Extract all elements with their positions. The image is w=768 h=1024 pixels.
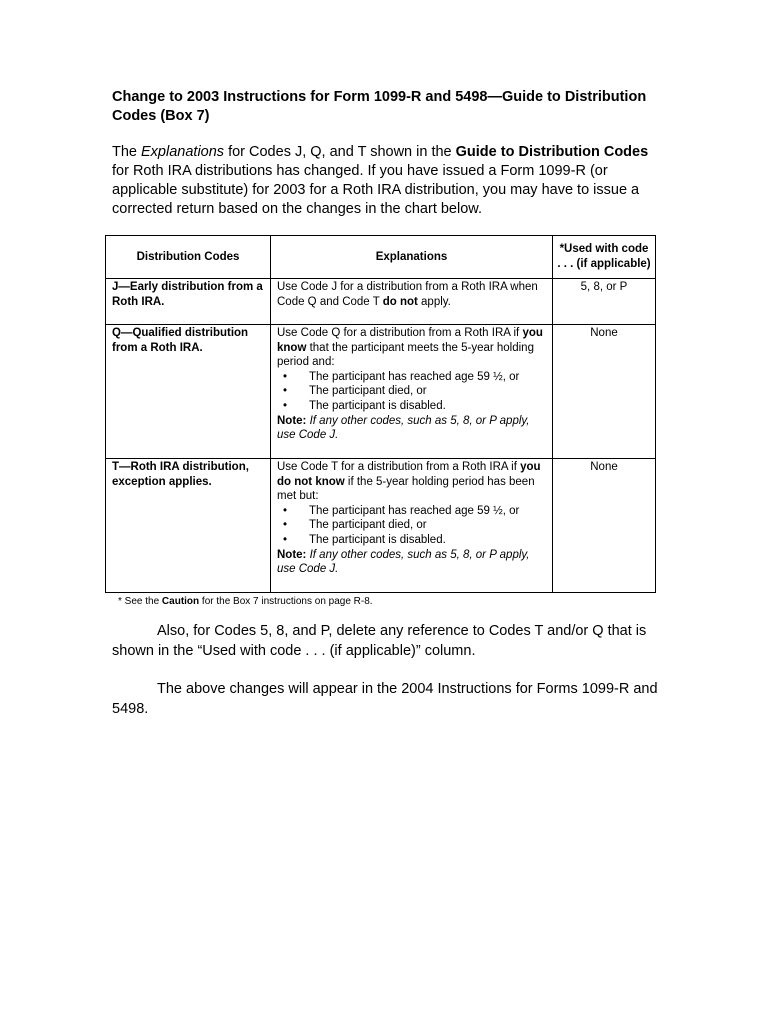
explanation-cell <box>271 459 553 593</box>
used-with-cell: 5, 8, or P <box>553 279 656 325</box>
explanation-cell <box>271 279 553 325</box>
header-explanations: Explanations <box>271 236 553 279</box>
note-text: If any other codes, such as 5, 8, or P apply, use Code J. <box>277 414 530 442</box>
explanation-bold: you know <box>277 327 543 354</box>
table-row <box>106 459 656 593</box>
used-with-cell: None <box>553 459 656 593</box>
intro-emphasis: Explanations <box>141 144 225 160</box>
table-footnote <box>118 595 662 608</box>
distribution-codes-table <box>105 235 656 593</box>
condition-list <box>277 504 546 548</box>
intro-bold: Guide to Distribution Codes <box>455 144 649 160</box>
list-item: • The participant has reached age 59 ½, or <box>277 370 546 385</box>
explanation-text: Use Code T for a distribution from a Roth IRA if <box>277 461 521 473</box>
body-paragraph: Also, for Codes 5, 8, and P, delete any reference to Codes T and/or Q that is shown in the “Used with code . . . (if applicable)” column. <box>112 623 647 659</box>
footnote-text: * See the <box>118 596 162 607</box>
explanation-text: if the 5-year holding period has been met but: <box>277 475 535 503</box>
code-cell: J—Early distribution from a Roth IRA. <box>106 279 271 325</box>
used-with-cell: None <box>553 325 656 459</box>
note-label: Note: <box>277 548 307 561</box>
note-label: Note: <box>277 414 307 427</box>
page-title: Change to 2003 Instructions for Form 1099-R and 5498—Guide to Distribution Codes (Box 7) <box>112 89 647 124</box>
list-item: • The participant died, or <box>277 518 546 533</box>
explanation-text: Use Code Q for a distribution from a Roth IRA if <box>277 327 523 339</box>
note-text: If any other codes, such as 5, 8, or P apply, use Code J. <box>277 548 530 576</box>
header-codes: Distribution Codes <box>106 236 271 279</box>
explanation-text: Use Code J for a distribution from a Roth IRA when Code Q and Code T <box>277 281 538 308</box>
list-item: • The participant died, or <box>277 384 546 399</box>
footnote-bold: Caution <box>161 596 200 607</box>
intro-paragraph <box>112 143 662 219</box>
list-item: • The participant is disabled. <box>277 399 546 414</box>
table-row <box>106 325 656 459</box>
intro-text: The <box>112 144 142 160</box>
explanation-text: apply. <box>417 295 451 308</box>
code-cell: Q—Qualified distribution from a Roth IRA. <box>106 325 271 459</box>
header-used-with: *Used with code . . . (if applicable) <box>553 236 656 279</box>
document-page <box>112 88 662 719</box>
list-item: • The participant is disabled. <box>277 533 546 548</box>
table-header-row <box>106 236 656 279</box>
explanation-cell <box>271 325 553 459</box>
explanation-bold: do not <box>382 295 418 308</box>
explanation-text: that the participant meets the 5-year holding period and: <box>277 341 534 369</box>
body-paragraph: The above changes will appear in the 2004 Instructions for Forms 1099-R and 5498. <box>112 681 658 717</box>
explanation-bold: you do not know <box>277 461 541 488</box>
footnote-text: for the Box 7 instructions on page R-8. <box>199 596 373 607</box>
list-item: • The participant has reached age 59 ½, or <box>277 504 546 519</box>
table-row <box>106 279 656 325</box>
code-cell: T—Roth IRA distribution, exception applies. <box>106 459 271 593</box>
condition-list <box>277 370 546 414</box>
intro-text: for Codes J, Q, and T shown in the <box>224 144 456 160</box>
intro-text: for Roth IRA distributions has changed. If you have issued a Form 1099-R (or applicable substitute) for 2003 for a Roth IRA distribution, you may have to issue a corrected return based on the changes in the chart below. <box>112 163 640 217</box>
